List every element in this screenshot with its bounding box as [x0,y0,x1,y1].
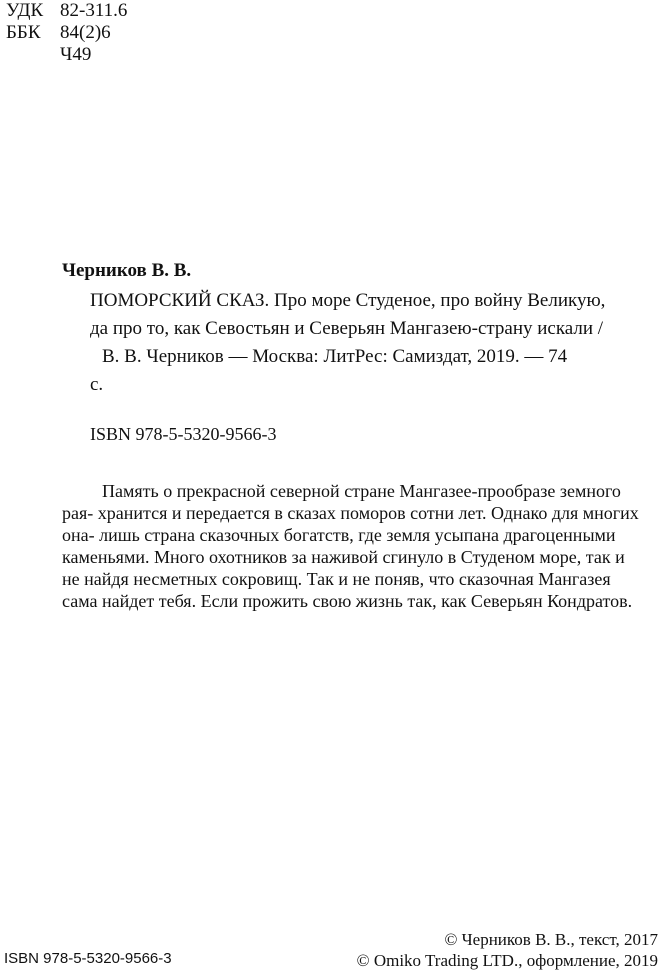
description-line: с. [90,374,104,395]
copyright-line: © Omiko Trading LTD., оформление, 2019 [356,951,658,970]
bbk-label: ББК [6,22,41,43]
annotation-line: каменьями. Много охотников за наживой сгинуло в Студеном море, так и [62,547,625,567]
footer-isbn: ISBN 978-5-5320-9566-3 [4,950,172,967]
annotation-line: рая- хранится и передается в сказах поморов сотни лет. Однако для многих [62,503,639,523]
author-mark: Ч49 [60,44,92,65]
annotation-line: она- лишь страна сказочных богатств, где земля усыпана драгоценными [62,525,616,545]
description-line: да про то, как Севостьян и Северьян Мангазею-страну искали / [90,318,604,339]
udk-value: 82-311.6 [60,0,128,21]
annotation-line: Память о прекрасной северной стране Мангазее-прообразе земного [102,481,621,501]
description-line: ПОМОРСКИЙ СКАЗ. Про море Студеное, про войну Великую, [90,290,606,311]
annotation-line: не найдя несметных сокровищ. Так и не поняв, что сказочная Мангазея [62,569,611,589]
bbk-value: 84(2)6 [60,22,111,43]
isbn-line: ISBN 978-5-5320-9566-3 [90,424,277,444]
udk-row [6,0,206,22]
author-heading: Черников В. В. [62,260,192,281]
copyright-line: © Черников В. В., текст, 2017 [444,930,658,949]
description-line: В. В. Черников — Москва: ЛитРес: Самиздат, 2019. — 74 [102,346,568,367]
annotation-line: сама найдет тебя. Если прожить свою жизнь так, как Северьян Кондратов. [62,591,633,611]
bbk-row [6,22,206,44]
udk-label: УДК [6,0,44,21]
